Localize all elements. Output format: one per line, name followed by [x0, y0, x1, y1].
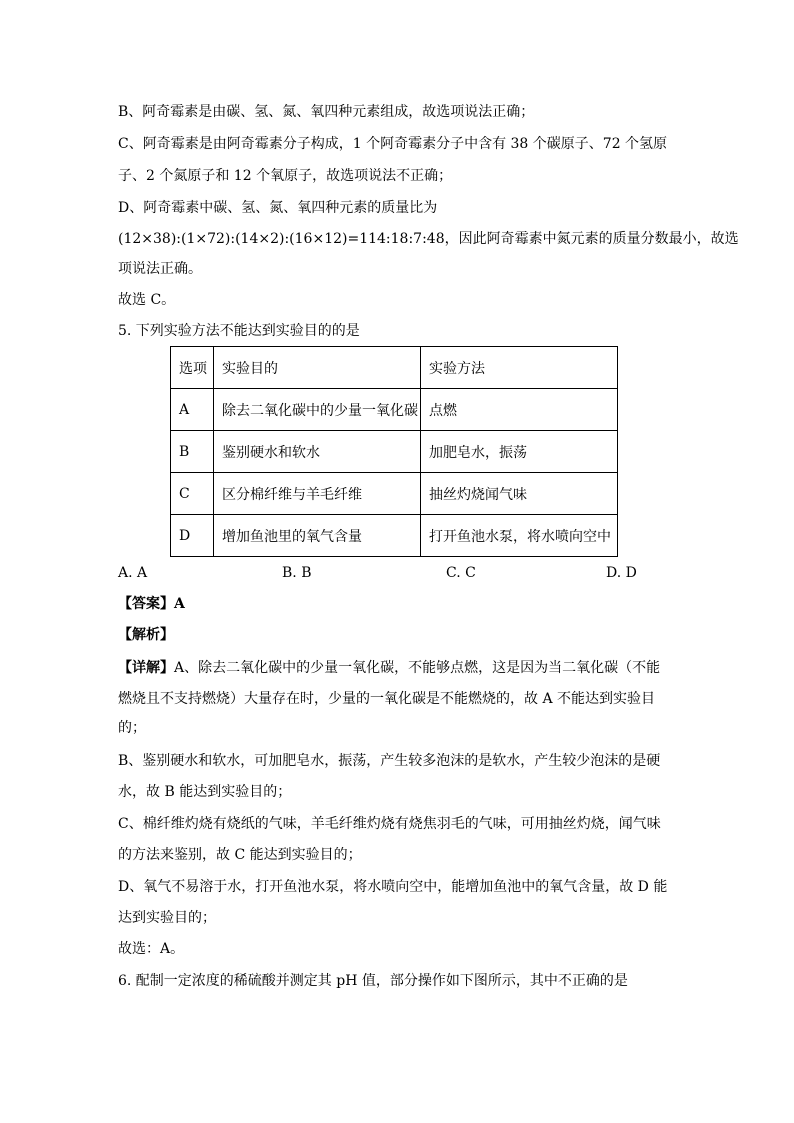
experiment-table [170, 346, 618, 557]
detail-line-c2: 的方法来鉴别，故 C 能达到实验目的； [118, 847, 362, 863]
table-cell: A [171, 389, 214, 431]
detail-line-c1: C、棉纤维灼烧有烧纸的气味，羊毛纤维灼烧有烧焦羽毛的气味，可用抽丝灼烧，闻气味 [118, 816, 661, 832]
table-row [171, 389, 618, 431]
table-header-cell: 选项 [171, 347, 214, 389]
table-cell: 鉴别硬水和软水 [214, 431, 421, 473]
table-cell: C [171, 473, 214, 515]
table-row [171, 473, 618, 515]
text-line-b: B、阿奇霉素是由碳、氢、氮、氧四种元素组成，故选项说法正确； [118, 104, 535, 120]
text-line-d1: D、阿奇霉素中碳、氢、氮、氧四种元素的质量比为 [118, 200, 438, 216]
table-cell: 区分棉纤维与羊毛纤维 [214, 473, 421, 515]
option-b: B. B [282, 565, 312, 581]
text-line-d2: (12×38):(1×72):(14×2):(16×12)=114:18:7:48，因此阿奇霉素中氮元素的质量分数最小，故选 [118, 231, 739, 247]
table-header-cell: 实验方法 [421, 347, 618, 389]
option-c: C. C [446, 565, 476, 581]
table-cell: 除去二氧化碳中的少量一氧化碳 [214, 389, 421, 431]
option-a: A. A [118, 565, 148, 581]
detail-line-d2: 达到实验目的； [118, 910, 216, 926]
detail-line-choice: 故选：A。 [118, 941, 185, 957]
detail-line-b2: 水，故 B 能达到实验目的； [118, 784, 292, 800]
text-line-d3: 项说法正确。 [118, 261, 202, 277]
option-d: D. D [606, 565, 637, 581]
table-row [171, 431, 618, 473]
table-header-cell: 实验目的 [214, 347, 421, 389]
table-cell: 点燃 [421, 389, 618, 431]
table-cell: D [171, 515, 214, 557]
text-line-c2: 子、2 个氮原子和 12 个氧原子，故选项说法不正确； [118, 168, 453, 184]
table-cell: 增加鱼池里的氧气含量 [214, 515, 421, 557]
table-cell: 打开鱼池水泵，将水喷向空中 [421, 515, 618, 557]
answer-label: 【答案】A [118, 596, 185, 612]
table-row [171, 515, 618, 557]
detail-line-b1: B、鉴别硬水和软水，可加肥皂水，振荡，产生较多泡沫的是软水，产生较少泡沫的是硬 [118, 753, 661, 769]
detail-line-d1: D、氧气不易溶于水，打开鱼池水泵，将水喷向空中，能增加鱼池中的氧气含量，故 D 能 [118, 879, 668, 895]
detail-line-a1 [118, 658, 660, 678]
table-cell: 加肥皂水，振荡 [421, 431, 618, 473]
detail-line-a3: 的； [118, 720, 146, 736]
text-line-choice: 故选 C。 [118, 292, 176, 308]
detail-label: 【详解】 [118, 660, 174, 676]
detail-text: A、除去二氧化碳中的少量一氧化碳，不能够点燃，这是因为当二氧化碳（不能 [174, 660, 661, 676]
detail-line-a2: 燃烧且不支持燃烧）大量存在时，少量的一氧化碳是不能燃烧的，故 A 不能达到实验目 [118, 691, 656, 707]
text-line-c1: C、阿奇霉素是由阿奇霉素分子构成，1 个阿奇霉素分子中含有 38 个碳原子、72 个氢原 [118, 136, 668, 152]
table-header-row [171, 347, 618, 389]
table-cell: B [171, 431, 214, 473]
analysis-label: 【解析】 [118, 627, 174, 643]
question-6-stem: 6. 配制一定浓度的稀硫酸并测定其 pH 值，部分操作如下图所示，其中不正确的是 [118, 973, 628, 989]
table-cell: 抽丝灼烧闻气味 [421, 473, 618, 515]
question-5-stem: 5. 下列实验方法不能达到实验目的的是 [118, 323, 360, 339]
